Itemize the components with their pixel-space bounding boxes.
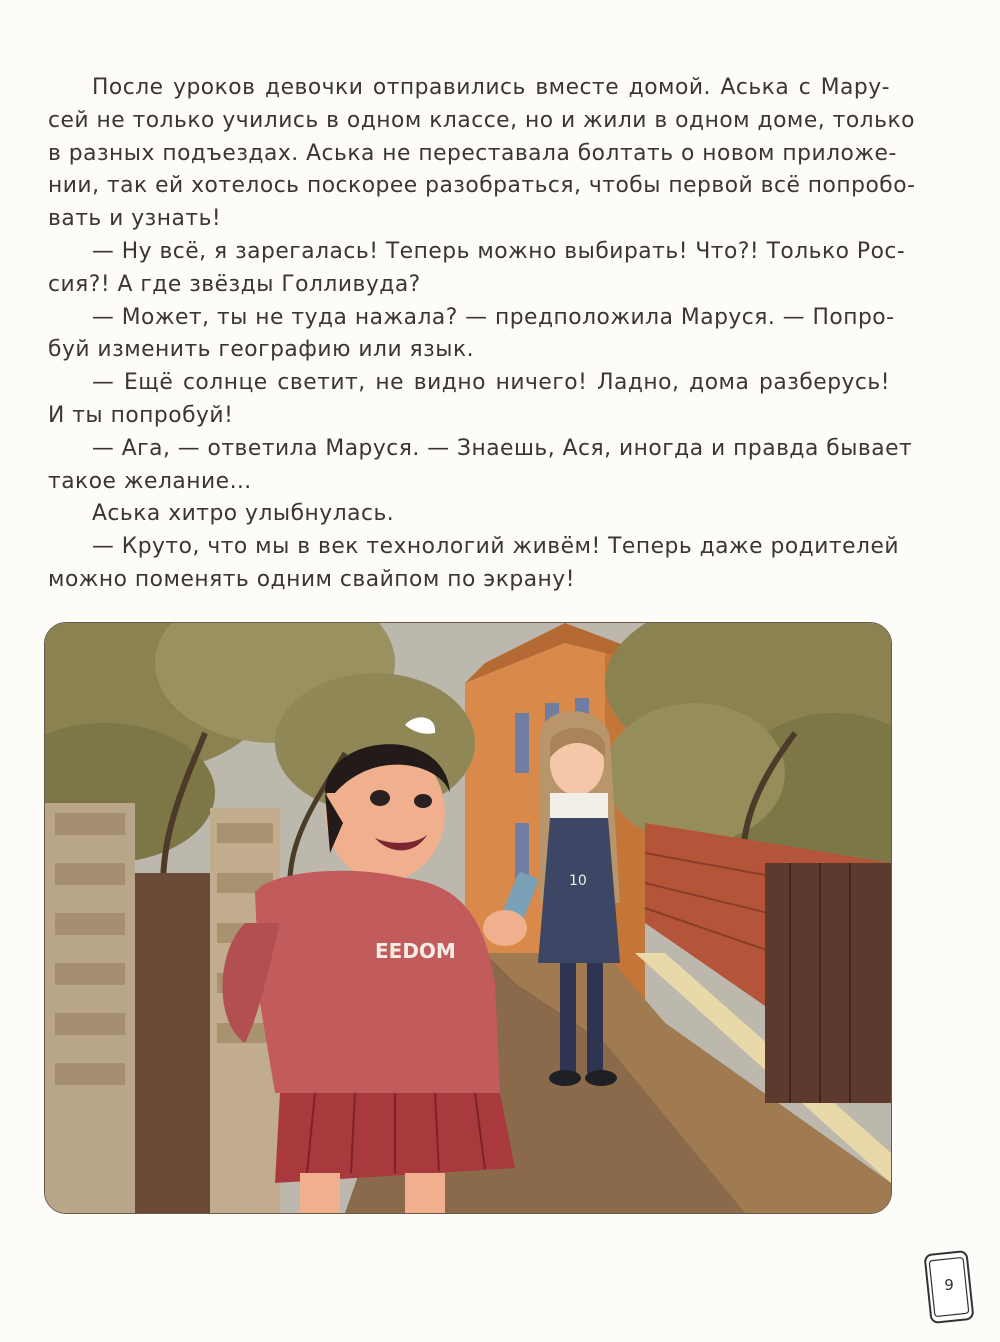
story-line: — Ну всё, я зарегалась! Теперь можно выбирать! Что?! Только Рос- bbox=[92, 238, 906, 264]
story-line: И ты попробуй! bbox=[48, 402, 234, 428]
story-line: в разных подъездах. Аська не переставала болтать о новом приложе- bbox=[48, 140, 897, 166]
dress-number: 10 bbox=[569, 873, 587, 889]
illustration-two-girls-walking bbox=[44, 622, 892, 1214]
story-line: такое желание… bbox=[48, 468, 252, 494]
story-line: сей не только учились в одном классе, но и жили в одном доме, только bbox=[48, 107, 915, 133]
story-line: можно поменять одним свайпом по экрану! bbox=[48, 566, 575, 592]
story-line: — Ага, — ответила Маруся. — Знаешь, Ася, иногда и правда бывает bbox=[92, 435, 913, 461]
story-line: сия?! А где звёзды Голливуда? bbox=[48, 271, 421, 297]
story-line: После уроков девочки отправились вместе домой. Аська с Мару- bbox=[92, 75, 890, 100]
story-line: буй изменить географию или язык. bbox=[48, 337, 475, 363]
page-number-badge bbox=[919, 1247, 979, 1327]
story-line: нии, так ей хотелось поскорее разобраться, чтобы первой всё попробо- bbox=[48, 173, 916, 199]
story-line: вать и узнать! bbox=[48, 206, 222, 232]
page-number: 9 bbox=[944, 1276, 954, 1294]
story-line: — Круто, что мы в век технологий живём! Теперь даже родителей bbox=[92, 534, 900, 560]
sweater-print: EEDOM bbox=[375, 939, 456, 963]
story-text bbox=[48, 72, 916, 597]
story-line: — Ещё солнце светит, не видно ничего! Ладно, дома разберусь! bbox=[92, 370, 890, 396]
story-line: Аська хитро улыбнулась. bbox=[92, 501, 395, 527]
story-line: — Может, ты не туда нажала? — предположила Маруся. — Попро- bbox=[92, 304, 895, 330]
